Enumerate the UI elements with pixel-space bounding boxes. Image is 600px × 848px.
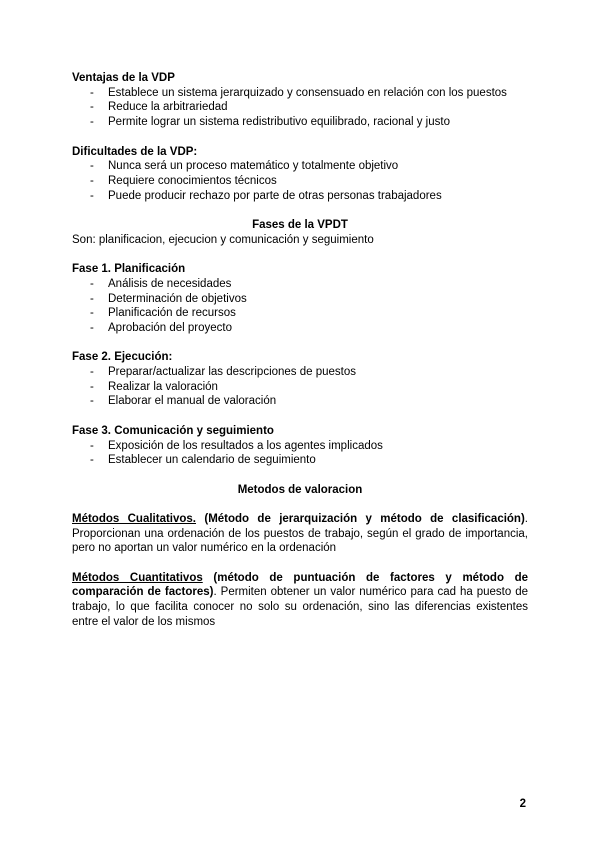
list-item: - Realizar la valoración [90, 380, 218, 393]
dash-bullet: - [90, 160, 94, 173]
list-item: - Establece un sistema jerarquizado y consensuado en relación con los puestos [90, 86, 507, 99]
phase-1-heading: Fase 1. Planificación [72, 263, 186, 276]
list-item: - Análisis de necesidades [90, 277, 232, 290]
difficulties-list [72, 159, 528, 203]
list-item: - Exposición de los resultados a los agentes implicados [90, 439, 383, 452]
dash-bullet: - [90, 454, 94, 467]
quantitative-label: Métodos Cuantitativos [72, 571, 203, 584]
advantages-heading: Ventajas de la VDP [72, 72, 175, 84]
qualitative-paren: (Método de jerarquización y método de clasificación) [204, 512, 525, 525]
phase-1-list [72, 277, 528, 336]
list-item: - Preparar/actualizar las descripciones de puestos [90, 366, 357, 378]
phase-2-list [72, 365, 528, 409]
phase-2-heading: Fase 2. Ejecución: [72, 351, 173, 364]
list-item: - Puede producir rechazo por parte de otras personas trabajadores [90, 189, 442, 202]
dash-bullet: - [90, 277, 94, 290]
phases-intro: Son: planificacion, ejecucion y comunicación y seguimiento [72, 233, 374, 246]
qualitative-paragraph [72, 512, 528, 556]
list-item: - Permite lograr un sistema redistributivo equilibrado, racional y justo [90, 116, 450, 129]
methods-title: Metodos de valoracion [237, 483, 363, 496]
phase-3-list [72, 439, 528, 468]
list-item: - Determinación de objetivos [90, 292, 247, 305]
list-item: - Aprobación del proyecto [90, 321, 233, 334]
phases-title: Fases de la VPDT [252, 219, 348, 231]
dash-bullet: - [90, 86, 94, 99]
dash-bullet: - [90, 307, 94, 320]
list-item: - Planificación de recursos [90, 307, 236, 320]
phase-3-heading: Fase 3. Comunicación y seguimiento [72, 424, 274, 437]
list-item: - Requiere conocimientos técnicos [90, 174, 277, 187]
quantitative-text: . Permiten obtener un valor numérico para cad ha puesto de trabajo, lo que facilita conocer no solo su ordenación, sino las diferencias existentes entre el valor de los mismos [72, 586, 528, 628]
list-item: - Elaborar el manual de valoración [90, 395, 277, 408]
page-number: 2 [519, 798, 526, 810]
dash-bullet: - [90, 366, 94, 378]
page-content [72, 71, 528, 630]
quantitative-paren: (método de puntuación de factores y método de comparación de factores) [72, 571, 529, 599]
dash-bullet: - [90, 189, 94, 202]
difficulties-heading: Dificultades de la VDP: [72, 145, 198, 158]
list-item: - Establecer un calendario de seguimiento [90, 454, 316, 467]
advantages-list [72, 86, 528, 130]
dash-bullet: - [90, 321, 94, 334]
qualitative-text: . Proporcionan una ordenación de los puestos de trabajo, según el grado de importancia, pero no aportan un valor numérico en la ordenación [72, 512, 528, 555]
qualitative-label: Métodos Cualitativos. [72, 512, 197, 525]
dash-bullet: - [90, 439, 94, 452]
dash-bullet: - [90, 380, 94, 393]
list-item: - Nunca será un proceso matemático y totalmente objetivo [90, 160, 399, 173]
dash-bullet: - [90, 395, 94, 408]
dash-bullet: - [90, 116, 94, 129]
dash-bullet: - [90, 174, 94, 187]
list-item: - Reduce la arbitrariedad [90, 101, 228, 114]
dash-bullet: - [90, 292, 94, 305]
quantitative-paragraph [72, 571, 528, 630]
dash-bullet: - [90, 101, 94, 114]
